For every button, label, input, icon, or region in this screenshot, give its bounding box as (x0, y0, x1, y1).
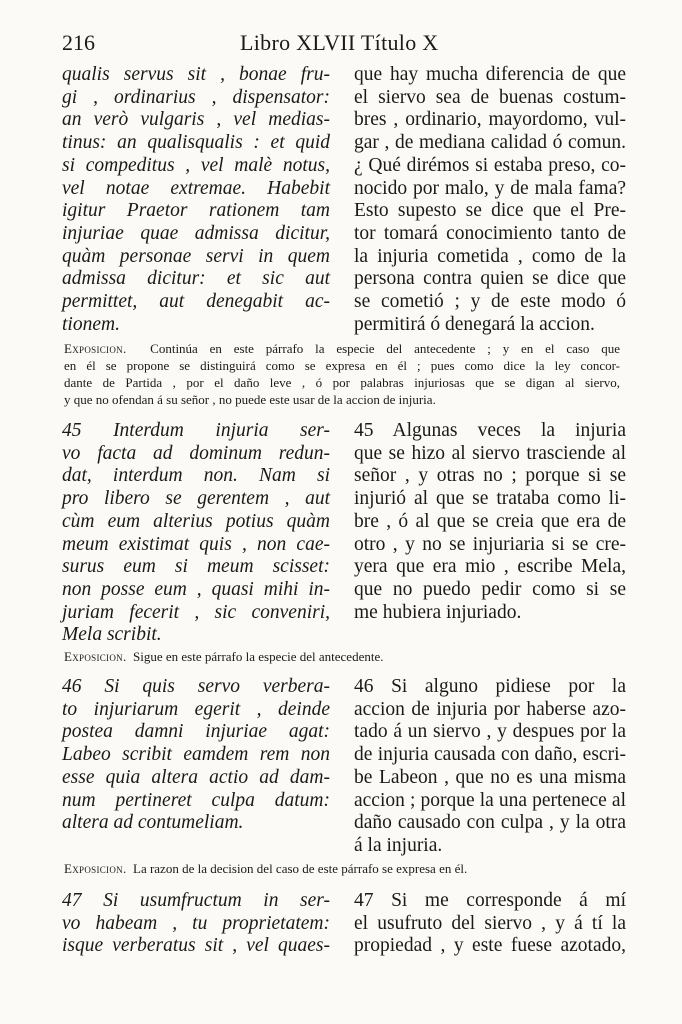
page-header (62, 30, 622, 60)
spanish-line: accion de injuria por haberse azo- (354, 698, 626, 720)
latin-line: altera ad contumeliam. (62, 812, 244, 834)
latin-line: tinus: an qualisqualis : et quid (62, 132, 330, 154)
latin-line: qualis servus sit , bonae fru- (62, 64, 330, 85)
latin-line: juriam fecerit , sic conveniri, (62, 601, 330, 623)
spanish-line: accion ; porque la una pertenece al (354, 789, 626, 811)
latin-line: dat, interdum non. Nam si (62, 465, 330, 487)
spanish-line: Esto supesto se dice que el Pre- (354, 200, 626, 222)
latin-line: 45 Interdum injuria ser- (62, 420, 330, 441)
exposicion-text: La razon de la decision del caso de este párrafo se expresa en él. (133, 861, 468, 876)
spanish-line: señor , y otras no ; porque si se (354, 465, 626, 487)
spanish-column (354, 420, 626, 624)
latin-line: quàm personae servi in quem (62, 245, 330, 267)
latin-line: cùm eum alterius potius quàm (62, 510, 330, 532)
spanish-line: propiedad , y este fuese azotado, (354, 935, 626, 957)
spanish-line: la injuria cometida , como de la (354, 245, 626, 267)
exposicion-text: Sigue en este párrafo la especie del antecedente. (133, 649, 384, 664)
latin-line: an verò vulgaris , vel medias- (62, 109, 330, 131)
latin-line: gi , ordinarius , dispensator: (62, 86, 330, 108)
spanish-line: tor tomará conocimiento tanto de (354, 222, 626, 244)
latin-line: pro libero se gerentem , aut (62, 488, 330, 510)
latin-line: esse quia altera actio ad dam- (62, 766, 330, 788)
exposicion-label: Exposicion. (64, 341, 127, 356)
spanish-line: me hubiera injuriado. (354, 601, 522, 623)
exposicion-label: Exposicion. (64, 861, 127, 876)
exposicion-text: y que no ofendan á su señor , no puede este usar de la accion de injuria. (64, 392, 436, 407)
spanish-line: se cometió ; y de este modo ó (354, 291, 626, 313)
exposicion-text: en él se propone se distinguirá como se expresa en él ; pues como dice la ley concor- (64, 358, 620, 373)
spanish-line: permitirá ó denegará la accion. (354, 313, 595, 335)
spanish-line: el usufruto del siervo , y á tí la (354, 912, 626, 934)
latin-line: tionem. (62, 313, 120, 335)
spanish-line: bre , ó al que se creia que era de (354, 510, 626, 532)
latin-line: num pertineret culpa datum: (62, 789, 330, 811)
latin-line: non posse eum , quasi mihi in- (62, 578, 330, 600)
latin-column (62, 420, 330, 647)
spanish-line: nocido por malo, y de mala fama? (354, 177, 626, 199)
latin-line: igitur Praetor rationem tam (62, 200, 330, 222)
latin-line: isque verberatus sit , vel quaes- (62, 935, 330, 957)
spanish-column (354, 890, 626, 958)
latin-line: surus eum si meum scisset: (62, 556, 330, 578)
section-46 (62, 676, 626, 866)
exposicion-text: Continúa en este párrafo la especie del antecedente ; y en el caso que (150, 341, 621, 356)
spanish-line: el siervo sea de buenas costum- (354, 86, 626, 108)
spanish-line: 47 Si me corresponde á mí (354, 890, 626, 911)
latin-column (62, 890, 330, 958)
latin-column (62, 676, 330, 835)
spanish-line: 46 Si alguno pidiese por la (354, 676, 626, 697)
spanish-line: bres , ordinario, mayordomo, vul- (354, 109, 626, 131)
spanish-line: yera que era mio , escribe Mela, (354, 556, 626, 578)
exposicion-note (64, 648, 620, 665)
spanish-line: persona contra quien se dice que (354, 268, 626, 290)
spanish-line: que se hizo al siervo trasciende al (354, 442, 626, 464)
latin-line: vo facta ad dominum redun- (62, 442, 330, 464)
running-title: Libro XLVII Título X (240, 30, 439, 55)
spanish-line: daño causado con culpa , y la otra (354, 812, 626, 834)
latin-line: Mela scribit. (62, 624, 162, 646)
latin-line: permittet, aut denegabit ac- (62, 291, 330, 313)
spanish-line: otro , y no se injuriaria si se cre- (354, 533, 626, 555)
section-47 (62, 890, 626, 970)
latin-line: admissa dicitur: et sic aut (62, 268, 330, 290)
exposicion-note (64, 340, 620, 408)
spanish-column (354, 64, 626, 336)
latin-column (62, 64, 330, 336)
page-number: 216 (62, 30, 95, 55)
latin-line: 46 Si quis servo verbera- (62, 676, 330, 697)
latin-line: 47 Si usumfructum in ser- (62, 890, 330, 911)
exposicion-label: Exposicion. (64, 649, 127, 664)
spanish-column (354, 676, 626, 858)
spanish-line: 45 Algunas veces la injuria (354, 420, 626, 441)
spanish-line: á la injuria. (354, 834, 443, 856)
latin-line: Labeo scribit eamdem rem non (62, 744, 330, 766)
spanish-line: de injuria causada con daño, escri- (354, 744, 626, 766)
spanish-line: ¿ Qué dirémos si estaba preso, co- (354, 154, 626, 176)
latin-line: meum existimat quis , non cae- (62, 533, 330, 555)
latin-line: injuriae quae admissa dicitur, (62, 222, 330, 244)
exposicion-note (64, 860, 620, 877)
spanish-line: que hay mucha diferencia de que (354, 64, 626, 85)
latin-line: to injuriarum egerit , deinde (62, 698, 330, 720)
latin-line: vo habeam , tu proprietatem: (62, 912, 330, 934)
spanish-line: injurió al que se trataba como li- (354, 488, 626, 510)
latin-line: si compeditus , vel malè notus, (62, 154, 330, 176)
spanish-line: gar , de mediana calidad ó comun. (354, 132, 626, 154)
latin-line: postea damni injuriae agat: (62, 721, 330, 743)
latin-line: vel notae extremae. Habebit (62, 177, 330, 199)
spanish-line: tado á un siervo , y despues por la (354, 721, 626, 743)
section-45 (62, 420, 626, 650)
exposicion-text: dante de Partida , por el daño leve , ó por palabras injuriosas que se digan al siervo, (64, 375, 620, 390)
spanish-line: be Labeon , que no es una misma (354, 766, 626, 788)
spanish-line: que no puedo pedir como si se (354, 578, 626, 600)
section-44 (62, 64, 626, 335)
